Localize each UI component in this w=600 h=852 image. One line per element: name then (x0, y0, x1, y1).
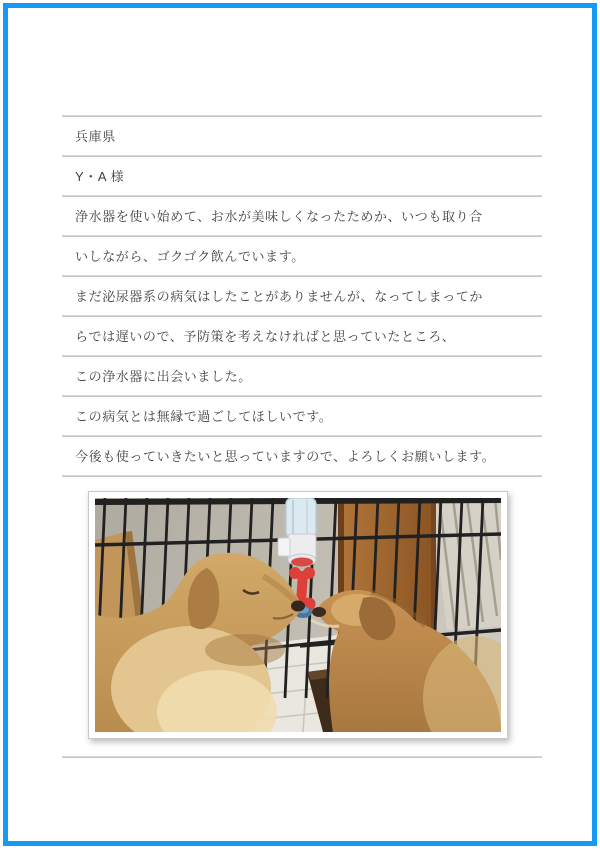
divider (62, 475, 542, 477)
testimonial-line: らでは遅いので、予防策を考えなければと思っていたところ、 (75, 329, 456, 344)
divider (62, 756, 542, 758)
text-row (62, 195, 542, 235)
testimonial-line: この浄水器に出会いました。 (75, 369, 252, 384)
testimonial-content (62, 115, 542, 758)
testimonial-line: 今後も使っていきたいと思っていますので、よろしくお願いします。 (75, 449, 496, 464)
location-line: 兵庫県 (75, 129, 116, 144)
text-row (62, 435, 542, 475)
text-row (62, 235, 542, 275)
text-row (62, 115, 542, 155)
text-row (62, 275, 542, 315)
testimonial-line: この病気とは無縁で過ごしてほしいです。 (75, 409, 333, 424)
testimonial-page (3, 3, 597, 846)
dogs-photo-illustration (95, 498, 501, 732)
text-row (62, 155, 542, 195)
testimonial-line: いしながら、ゴクゴク飲んでいます。 (75, 249, 305, 264)
customer-name-line: Y・A 様 (75, 169, 125, 184)
testimonial-line: 浄水器を使い始めて、お水が美味しくなったためか、いつも取り合 (75, 209, 483, 224)
testimonial-line: まだ泌尿器系の病気はしたことがありませんが、なってしまってか (75, 289, 484, 304)
text-row (62, 315, 542, 355)
text-row (62, 395, 542, 435)
text-row (62, 355, 542, 395)
dogs-photo (88, 491, 508, 739)
